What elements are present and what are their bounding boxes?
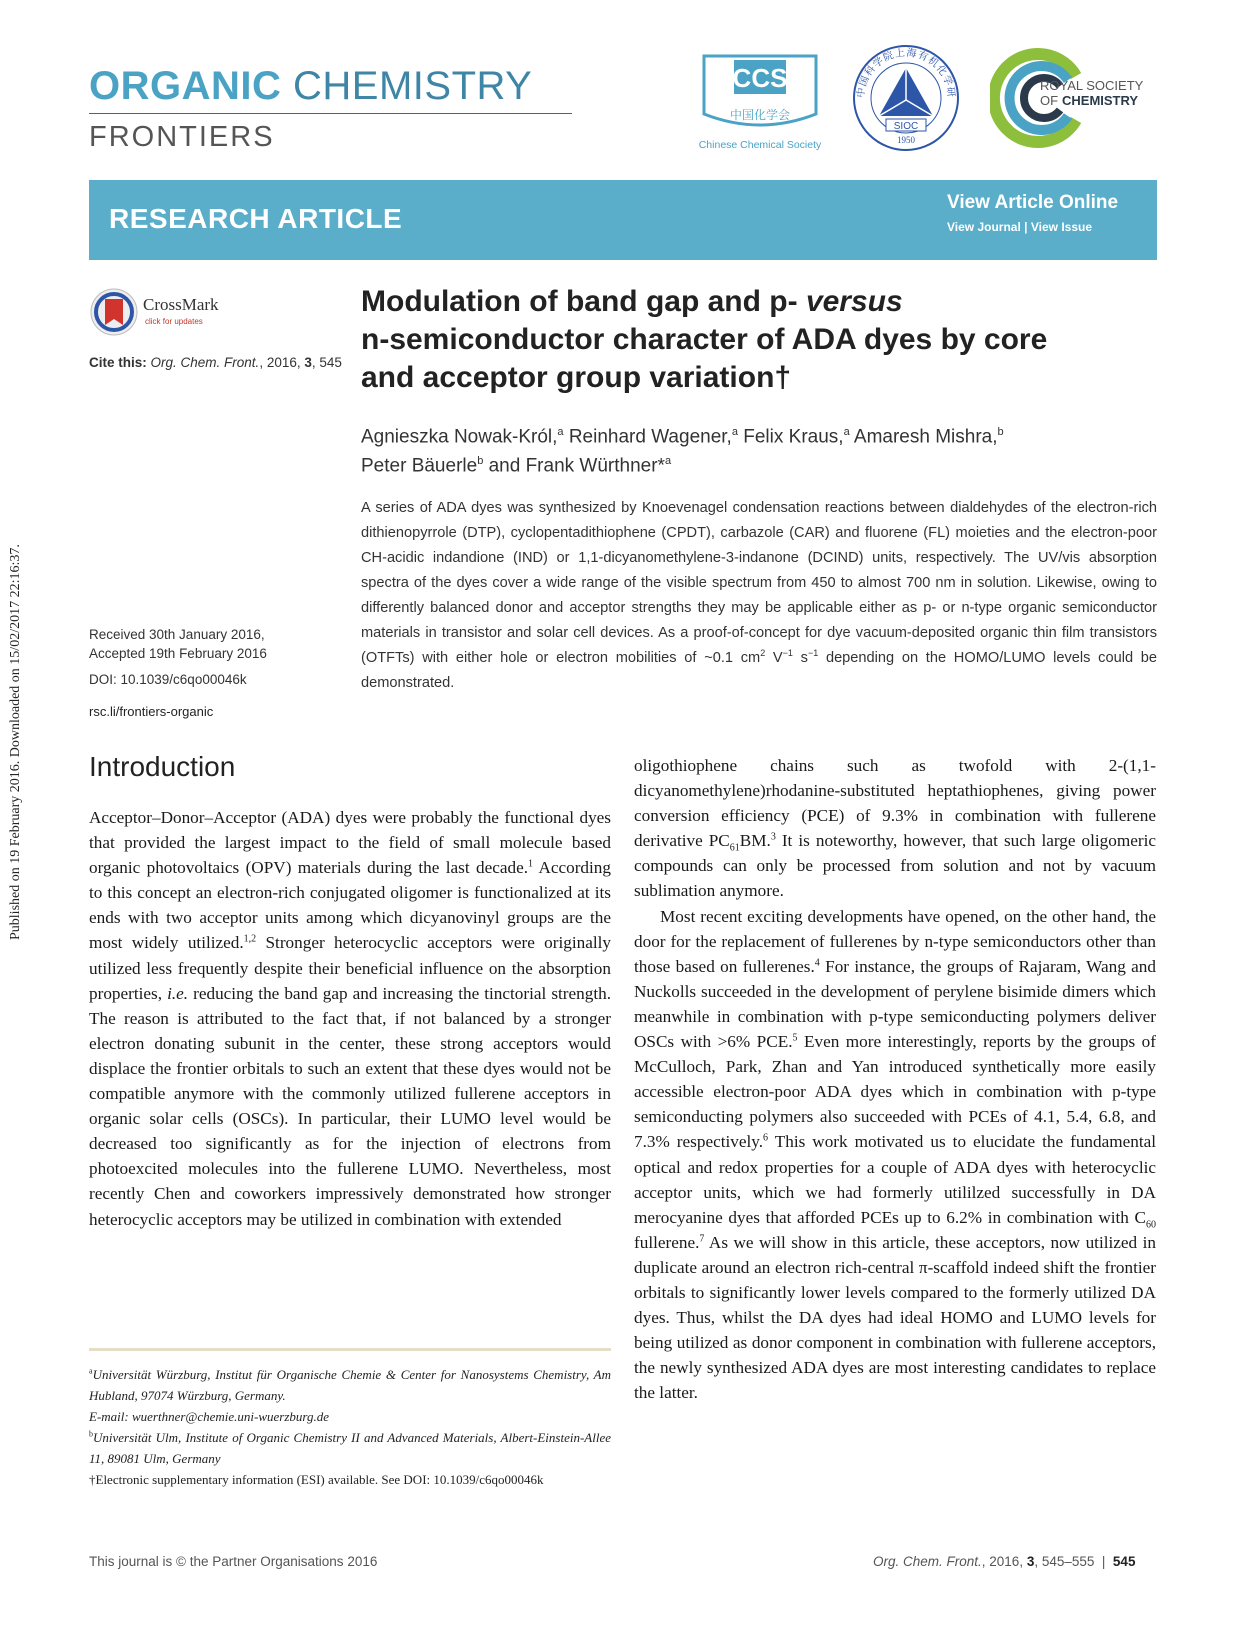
crossmark-label: CrossMark	[143, 295, 219, 314]
journal-subtitle: FRONTIERS	[89, 121, 275, 153]
crossmark-icon	[89, 287, 139, 337]
rsc-line2-a: OF	[1040, 93, 1059, 108]
body-column-left	[89, 805, 611, 1232]
ccs-logo-mark	[690, 44, 830, 154]
author-affiliation: a	[843, 426, 850, 438]
footnote-email: E-mail: wuerthner@chemie.uni-wuerzburg.de	[89, 1409, 330, 1424]
journal-title-word1: ORGANIC	[89, 64, 282, 108]
ccs-logo-text: CCS	[732, 63, 788, 93]
cite-year: , 2016,	[259, 355, 305, 370]
article-type-banner	[89, 180, 1157, 260]
received-date: Received 30th January 2016,	[89, 627, 265, 642]
cite-pages: , 545	[311, 355, 342, 370]
author-affiliation: a	[731, 426, 738, 438]
citation-ref[interactable]: 1,2	[243, 933, 257, 945]
author-affiliation: b	[997, 426, 1004, 438]
citation-ref[interactable]: 3	[770, 831, 776, 843]
rsc-logo	[990, 42, 1160, 152]
author-affiliation: a	[557, 426, 564, 438]
footer-copyright: This journal is © the Partner Organisations 2016	[89, 1554, 378, 1569]
rsc-line2-b: CHEMISTRY	[1062, 93, 1139, 108]
download-stamp	[6, 460, 28, 940]
journal-title-word2: CHEMISTRY	[293, 64, 533, 108]
authors-line-2	[361, 449, 1121, 478]
footnote-esi: †Electronic supplementary information (ESI) available. See DOI: 10.1039/c6qo00046k	[89, 1472, 544, 1487]
author-name: and Frank Würthner*	[483, 455, 665, 477]
citation-ref[interactable]: 4	[814, 957, 820, 969]
author-list	[361, 420, 1121, 479]
view-article-online-link[interactable]: View Article Online	[947, 192, 1119, 213]
sioc-ring-text: 中国科学院上海有机化学研	[855, 47, 957, 99]
crossmark-badge[interactable]	[89, 287, 349, 339]
sioc-logo-mark	[850, 42, 962, 154]
article-type: RESEARCH ARTICLE	[109, 203, 403, 234]
cite-label: Cite this:	[89, 355, 147, 370]
title-part-3: n-semiconductor character of ADA dyes by core and acceptor group variation†	[361, 323, 1048, 394]
article-title	[361, 283, 1081, 397]
author-affiliation: a	[664, 455, 672, 468]
citation-ref[interactable]: 7	[699, 1233, 705, 1245]
title-part-1: Modulation of band gap and p-	[361, 285, 806, 318]
footnote-affiliation-a: $^a$Universität Würzburg, Institut für Organische Chemie & Center for Nanosystems Chemistry, Am Hubland, 97074 Würzburg, Germany.	[89, 1366, 611, 1403]
cite-journal: Org. Chem. Front.	[150, 355, 260, 370]
rsc-line1: ROYAL SOCIETY	[1040, 78, 1144, 93]
view-issue-link[interactable]: View Issue	[1030, 220, 1093, 234]
author-name: Peter Bäuerle	[361, 455, 478, 477]
crossmark-sublabel: click for updates	[145, 317, 203, 326]
accepted-date: Accepted 19th February 2016	[89, 646, 267, 661]
abstract: A series of ADA dyes was synthesized by Knoevenagel condensation reactions between dialdehydes of the electron-rich dithienopyrrole (DTP), cyclopentadithiophene (CPDT), carbazole (CAR) and fluorene (FL) moieties and the electron-poor CH-acidic indandione (IND) or 1,1-dicyanomethylene-3-indanone (DCIND) units, respectively. The UV/vis absorption spectra of the dyes cover a wide range of the visible spectrum from 450 to almost 700 nm in solution. Likewise, owing to differently balanced donor and acceptor strengths they may be applicable either as p- or n-type organic semiconductor materials in transistor and solar cell devices. As a proof-of-concept for dye vacuum-deposited organic thin film transistors (OTFTs) with either hole or electron mobilities of ~0.1 $cm^2$ $V^{-1}$ $s^{-1}$ depending on the HOMO/LUMO levels could be demonstrated.	[361, 500, 1158, 691]
author-name: Agnieszka Nowak-Król,	[361, 426, 558, 448]
rsc-logo-mark	[990, 42, 1160, 152]
journal-title-rule	[89, 113, 572, 114]
body-column-right	[634, 753, 1156, 1405]
author-name: Reinhard Wagener,	[563, 426, 732, 448]
banner-sublinks	[947, 220, 1092, 234]
sioc-label: SIOC	[893, 121, 919, 132]
ccs-logo-cn: 中国化学会	[729, 108, 791, 122]
footnote-divider	[89, 1348, 611, 1351]
sioc-logo	[850, 42, 962, 154]
journal-short-link[interactable]: rsc.li/frontiers-organic	[89, 704, 214, 719]
footnote-affiliation-b: $^b$Universität Ulm, Institute of Organic Chemistry II and Advanced Materials, Albert-Einstein-Allee 11, 89081 Ulm, Germany	[89, 1429, 611, 1466]
paragraph: oligothiophene chains such as twofold with 2-(1,1-dicyanomethylene)rhodanine-substituted heptathiophenes, giving power conversion efficiency (PCE) of 9.3% in combination with fullerene derivative $PC_{61}BM.^3$ It is noteworthy, however, that such large oligomeric compounds can only be processed from solution and not by vacuum sublimation anymore.	[634, 756, 1156, 901]
author-name: Felix Kraus,	[737, 426, 844, 448]
author-affiliation: b	[477, 455, 484, 468]
view-journal-link[interactable]: View Journal	[947, 220, 1021, 234]
paragraph: Most recent exciting developments have opened, on the other hand, the door for the replacement of fullerenes by n-type semiconductors other than those based on fullerenes.$^4$ For instance, the groups of Rajaram, Wang and Nuckolls succeeded in the development of perylene bisimide dimers which meanwhile in combination with p-type semiconducting polymers deliver OSCs with >6% PCE.$^5$ Even more interestingly, reports by the groups of McCulloch, Park, Zhan and Yan introduced synthetically more easily accessible electron-poor ADA dyes which in combination with p-type semiconducting polymers also succeeded with PCEs of 4.1, 5.4, 6.8, and 7.3% respectively.$^6$ This work motivated us to elucidate the fundamental optical and redox properties for a couple of ADA dyes with heterocyclic acceptor units, which we had formerly utililzed successfully in DA merocyanine dyes that afforded PCEs up to 6.2% in combination with $C_{60}$ fullerene.$^7$ As we will show in this article, these acceptors, now utilized in duplicate around an electron rich-central π-scaffold indeed shift the frontier orbitals to significantly lower levels compared to the formerly utilized DA dyes. Thus, whilst the DA dyes had ideal HOMO and LUMO levels for being utilized as donor component in combination with fullerene acceptors, the newly synthesized ADA dyes are most interesting candidates to replace the latter.	[634, 906, 1157, 1403]
paragraph: Acceptor–Donor–Acceptor (ADA) dyes were probably the functional dyes that provided the largest impact to the field of small molecule based organic photovoltaics (OPV) materials during the last decade.$^1$ According to this concept an electron-rich conjugated oligomer is functionalized at its ends with two acceptor units among which dicyanovinyl groups are the most widely utilized.$^{1,2}$ Stronger heterocyclic acceptors were originally utilized less frequently despite their beneficial influence on the absorption properties, i.e. reducing the band gap and increasing the tinctorial strength. The reason is attributed to the fact that, if not balanced by a stronger electron donating subunit in the center, these strong acceptors would displace the frontier orbitals to such an extent that these dyes would not be compatible anymore with the commonly utilized fullerene acceptors in organic solar cells (OSCs). In particular, their LUMO level would be decreased too significantly as for the injection of electrons from photoexcited molecules into the fullerene LUMO. Nevertheless, most recently Chen and coworkers impressively demonstrated how stronger heterocyclic acceptors may be utilized in combination with extended	[89, 808, 611, 1229]
banner-separator: |	[1024, 220, 1028, 234]
title-part-2: versus	[805, 285, 903, 318]
ccs-name: Chinese Chemical Society	[698, 139, 822, 151]
authors-line-1	[361, 420, 1121, 449]
sioc-year: 1950	[897, 135, 915, 145]
cite-volume: 3	[304, 355, 312, 370]
citation-ref[interactable]: 5	[792, 1032, 798, 1044]
ccs-logo	[690, 44, 830, 154]
footer-citation: Org. Chem. Front., 2016, 3, 545–555 | 545	[873, 1554, 1136, 1569]
citation	[89, 353, 349, 372]
download-stamp-text: Published on 19 February 2016. Downloaded on 15/02/2017 22:16:37.	[8, 544, 23, 940]
citation-ref[interactable]: 6	[763, 1132, 769, 1144]
citation-ref[interactable]: 1	[528, 858, 534, 870]
doi: DOI: 10.1039/c6qo00046k	[89, 672, 247, 687]
page-number: 545	[1112, 1554, 1136, 1569]
section-heading-introduction: Introduction	[89, 751, 236, 782]
journal-title	[89, 64, 532, 108]
author-name: Amaresh Mishra,	[849, 426, 998, 448]
footnotes	[89, 1364, 611, 1490]
